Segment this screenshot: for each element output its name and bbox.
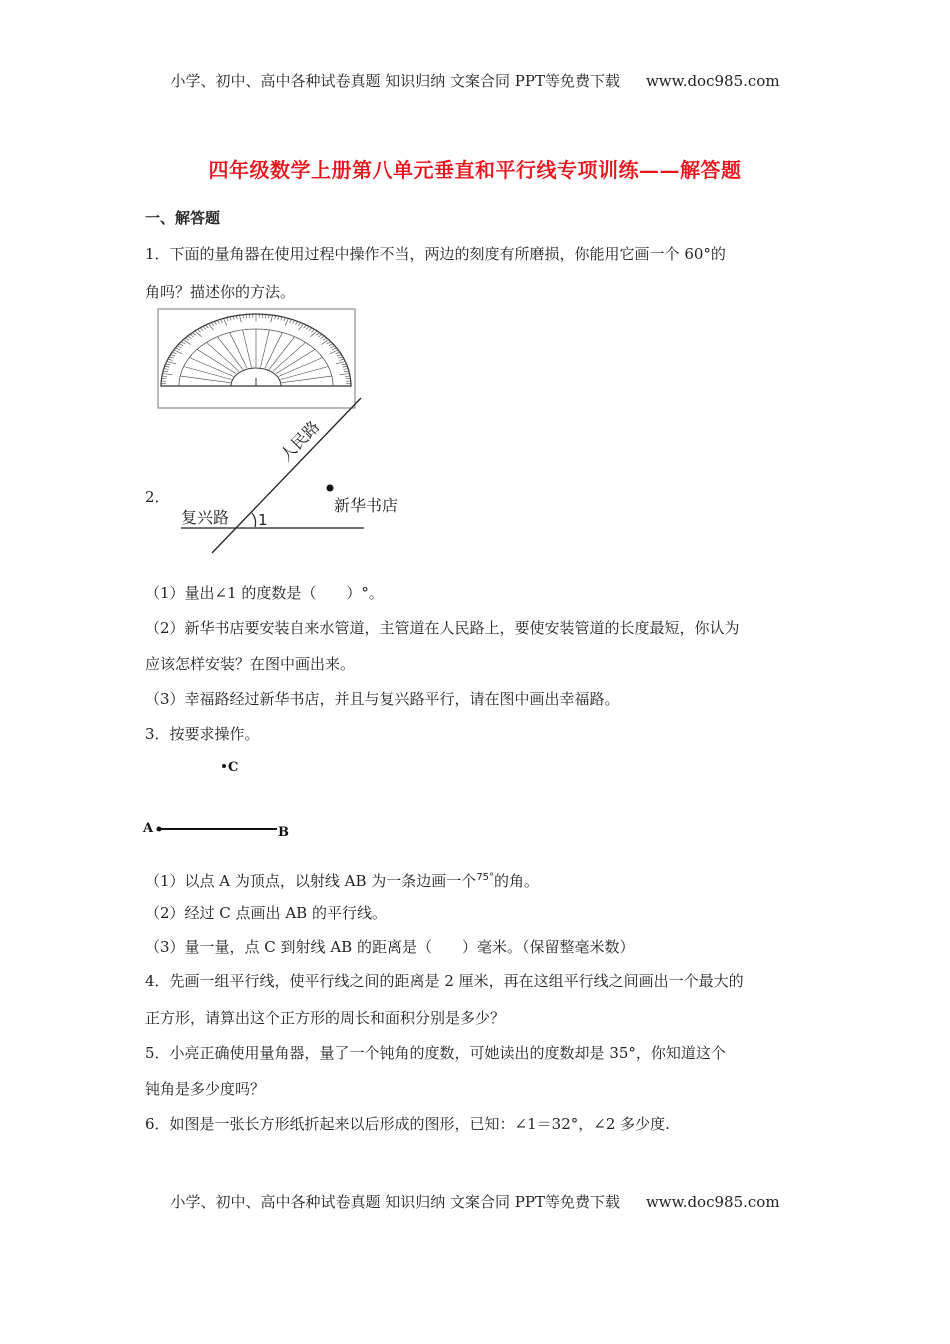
page-footer: [0, 1191, 950, 1212]
q2-sub3: （3）幸福路经过新华书店，并且与复兴路平行，请在图中画出幸福路。: [145, 690, 620, 708]
q3-sub1-degree: 75°: [476, 872, 495, 883]
q3-sub2: （2）经过 C 点画出 AB 的平行线。: [145, 904, 387, 922]
page-title: 四年级数学上册第八单元垂直和平行线专项训练——解答题: [208, 158, 742, 182]
q3-sub1-text-b: 的角。: [494, 872, 540, 890]
point-c-label: C: [228, 760, 239, 775]
angle-1-label: 1: [258, 511, 268, 529]
point-c: [222, 764, 226, 768]
point-b-label: B: [278, 825, 289, 840]
q4-text-line1: 4．先画一组平行线，使平行线之间的距离是 2 厘米，再在这组平行线之间画出一个最大的: [145, 972, 744, 990]
header-text: 小学、初中、高中各种试卷真题 知识归纳 文案合同 PPT等免费下载: [170, 72, 620, 90]
renmin-road-label: 人民路: [276, 417, 324, 465]
q2-sub2-line2: 应该怎样安装？在图中画出来。: [145, 655, 356, 673]
ray-ab-figure: [140, 753, 310, 845]
q3-sub1: [145, 868, 539, 891]
q3-sub1-text-a: （1）以点 A 为顶点，以射线 AB 为一条边画一个: [145, 872, 477, 890]
point-a-label: A: [143, 821, 154, 836]
q2-sub1: （1）量出∠1 的度数是（ ）°。: [145, 584, 384, 602]
road-figure: [175, 385, 415, 560]
q1-text-line1: 1．下面的量角器在使用过程中操作不当，两边的刻度有所磨损，你能用它画一个 60°的: [145, 245, 726, 263]
xinhua-store-point: [327, 485, 334, 492]
q1-text-line2: 角吗？描述你的方法。: [145, 283, 296, 301]
q2-sub2-line1: （2）新华书店要安装自来水管道，主管道在人民路上，要使安装管道的长度最短，你认为: [145, 619, 740, 637]
section-heading: 一、解答题: [145, 209, 221, 227]
angle-1-arc: [252, 513, 256, 527]
q4-text-line2: 正方形，请算出这个正方形的周长和面积分别是多少？: [145, 1009, 506, 1027]
q5-text-line2: 钝角是多少度吗？: [145, 1080, 266, 1098]
page-header: [0, 70, 950, 91]
q3-heading: 3．按要求操作。: [145, 725, 260, 743]
header-site[interactable]: www.doc985.com: [645, 72, 780, 90]
renmin-road-line: [212, 398, 361, 553]
footer-site[interactable]: www.doc985.com: [645, 1193, 780, 1211]
q5-text-line1: 5．小亮正确使用量角器，量了一个钝角的度数，可她读出的度数却是 35°，你知道这个: [145, 1044, 726, 1062]
footer-text: 小学、初中、高中各种试卷真题 知识归纳 文案合同 PPT等免费下载: [170, 1193, 620, 1211]
q6-text: 6．如图是一张长方形纸折起来以后形成的图形，已知：∠1＝32°，∠2 多少度.: [145, 1115, 670, 1133]
q3-sub3: （3）量一量，点 C 到射线 AB 的距离是（ ）毫米。（保留整毫米数）: [145, 938, 635, 956]
xinhua-store-label: 新华书店: [334, 496, 399, 515]
q2-number: 2．: [145, 488, 170, 506]
fuxing-road-label: 复兴路: [181, 508, 230, 527]
